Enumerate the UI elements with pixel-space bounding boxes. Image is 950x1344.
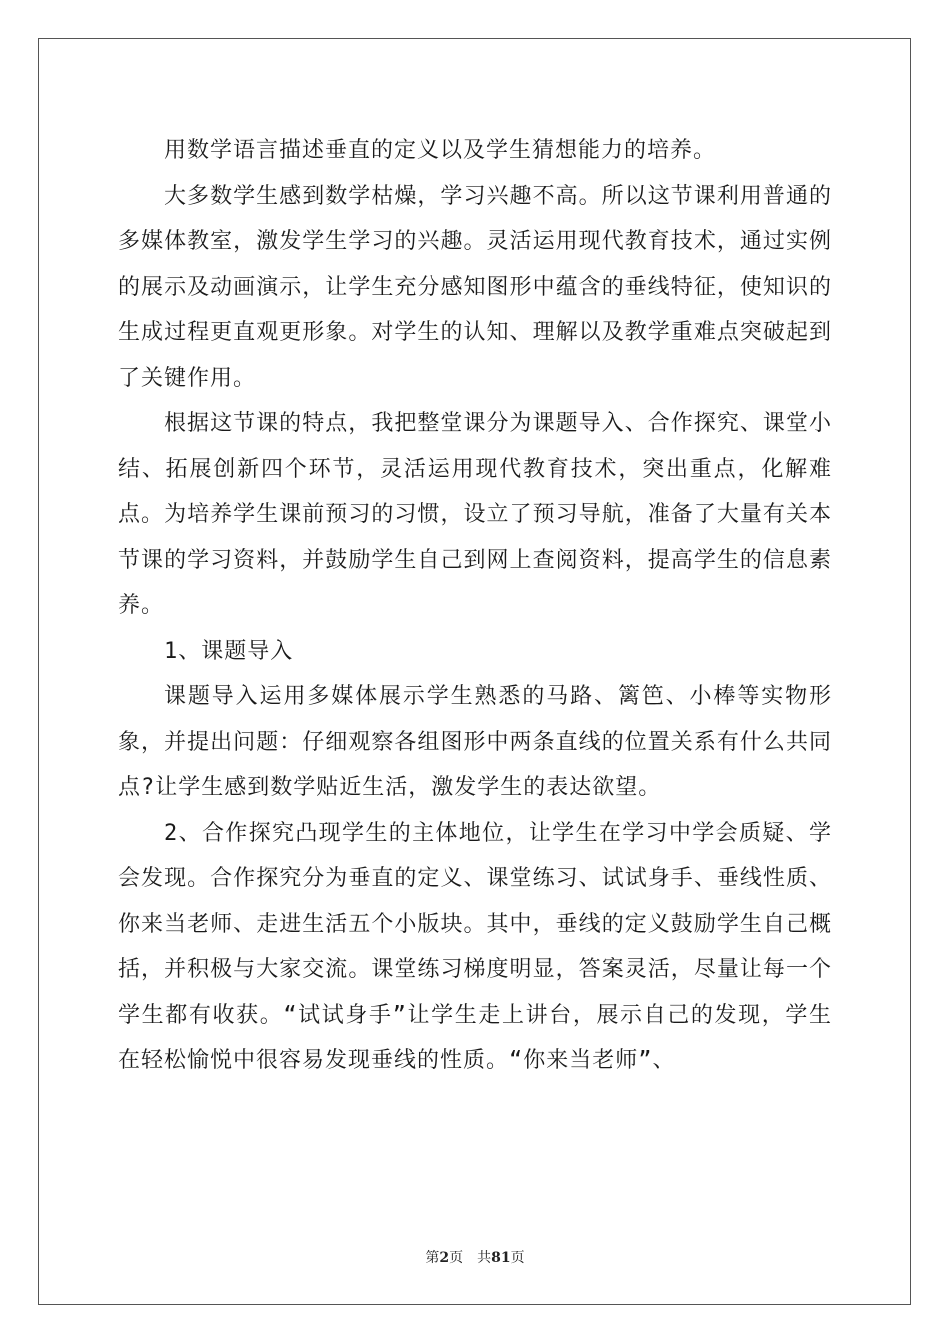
paragraph-2: 大多数学生感到数学枯燥，学习兴趣不高。所以这节课利用普通的多媒体教室，激发学生学习的兴趣。灵活运用现代教育技术，通过实例的展示及动画演示，让学生充分感知图形中蕴含的垂线特征，使知识的生成过程更直观更形象。对学生的认知、理解以及教学重难点突破起到了关键作用。 xyxy=(118,183,832,391)
total-prefix: 共 xyxy=(477,1250,492,1266)
page-footer xyxy=(0,1247,950,1267)
paragraph-1: 用数学语言描述垂直的定义以及学生猜想能力的培养。 xyxy=(164,138,717,163)
paragraph-3: 根据这节课的特点，我把整堂课分为课题导入、合作探究、课堂小结、拓展创新四个环节，灵活运用现代教育技术，突出重点，化解难点。为培养学生课前预习的习惯，设立了预习导航，准备了大量有关本节课的学习资料，并鼓励学生自己到网上查阅资料，提高学生的信息素养。 xyxy=(118,411,832,618)
paragraph-5: 2、合作探究凸现学生的主体地位，让学生在学习中学会质疑、学会发现。合作探究分为垂直的定义、课堂练习、试试身手、垂线性质、你来当老师、走进生活五个小版块。其中，垂线的定义鼓励学生自己概括，并积极与大家交流。课堂练习梯度明显，答案灵活，尽量让每一个学生都有收获。“试试身手”让学生走上讲台，展示自己的发现，学生在轻松愉悦中很容易发现垂线的性质。“你来当老师”、 xyxy=(118,820,832,1073)
total-suffix: 页 xyxy=(510,1250,525,1266)
page-prefix: 第 xyxy=(425,1250,440,1266)
document-body xyxy=(118,128,832,1084)
page-suffix: 页 xyxy=(449,1250,464,1266)
total-pages: 81 xyxy=(491,1250,511,1266)
paragraph-4: 课题导入运用多媒体展示学生熟悉的马路、篱笆、小棒等实物形象，并提出问题：仔细观察各组图形中两条直线的位置关系有什么共同点?让学生感到数学贴近生活，激发学生的表达欲望。 xyxy=(118,684,832,800)
section-heading-1: 1、课题导入 xyxy=(164,638,294,664)
page-number: 2 xyxy=(439,1250,450,1266)
